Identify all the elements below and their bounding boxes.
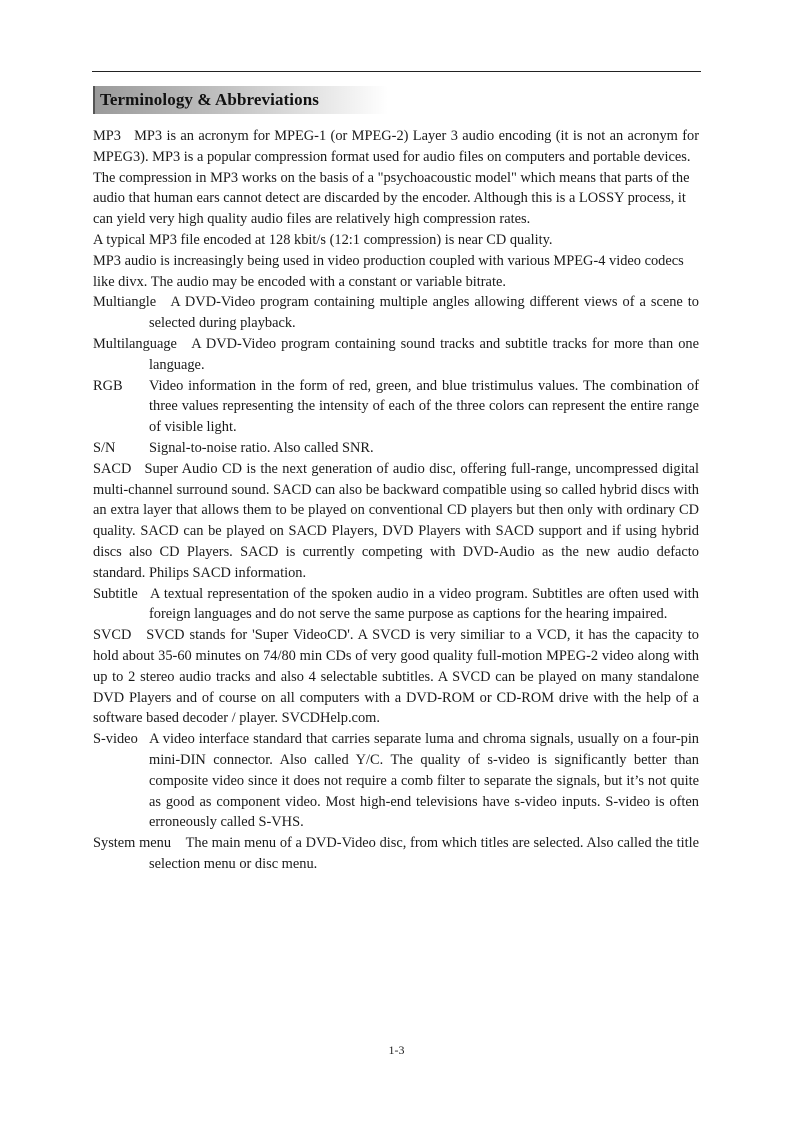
definition-mp3-1: MP3 is an acronym for MPEG-1 (or MPEG-2) Layer 3 audio encoding (it is not an acronym for MPEG3). MP3 is a popular compression format used for audio files on computers and portable devices. [93,128,699,165]
definition-svideo: A video interface standard that carries separate luma and chroma signals, usually on a four-pin mini-DIN connector. Also called Y/C. The quality of s-video is significantly better than composite video since it does not require a comb filter to separate the signals, but it’s not quite as good as component video. Most high-end televisions have s-video inputs. S-video is often erroneously called S-VHS. [149,731,700,831]
term-svcd: SVCD [93,627,132,644]
definition-rgb: Video information in the form of red, green, and blue tristimulus values. The combination of three values representing the intensity of each of the three colors can represent the entire range of visible light. [149,377,699,436]
definition-system-menu: The main menu of a DVD-Video disc, from which titles are selected. Also called the title selection menu or disc menu. [149,835,699,872]
definition-subtitle: A textual representation of the spoken audio in a video program. Subtitles are often used with foreign languages and do not serve the same purpose as captions for the hearing impaired. [149,585,699,623]
entry-sn [93,438,699,459]
term-subtitle: Subtitle [93,585,138,602]
term-mp3: MP3 [93,128,121,144]
term-multilanguage: Multilanguage [93,335,177,352]
definition-multiangle: A DVD-Video program containing multiple angles allowing different views of a scene to selected during playback. [149,294,699,332]
entry-multilanguage [93,334,699,376]
entry-sacd [93,459,699,584]
entry-svcd [93,625,699,729]
page-number: 1-3 [388,1043,405,1057]
glossary-body [93,126,699,875]
definition-svcd: SVCD stands for 'Super VideoCD'. A SVCD is very similiar to a VCD, it has the capacity to hold about 35-60 minutes on 74/80 min CDs of very good quality full-motion MPEG-2 video along with up to 2 stereo audio tracks and also 4 selectable subtitles. A SVCD can be played on many standalone DVD Players and of course on all computers with a DVD-ROM or CD-ROM drive with the help of a software based decoder / player. SVCDHelp.com. [93,627,700,727]
section-header [93,86,388,114]
section-title: Terminology & Abbreviations [100,90,320,109]
term-multiangle: Multiangle [93,294,157,311]
definition-sacd: Super Audio CD is the next generation of audio disc, offering full-range, uncompressed digital multi-channel surround sound. SACD can also be backward compatible using so called hybrid discs with an extra layer that allows them to be played on conventional CD players but then only with ordinary CD quality. SACD can be played on SACD Players, DVD Players with SACD support and if using hybrid discs also CD Players. SACD is currently competing with DVD-Audio as the new audio defacto standard. Philips SACD information. [93,460,699,581]
term-sn: S/N [93,439,116,456]
definition-multilanguage: A DVD-Video program containing sound tracks and subtitle tracks for more than one language. [149,335,699,373]
entry-subtitle [93,584,699,626]
entry-rgb [93,376,699,438]
entry-multiangle [93,292,699,334]
definition-mp3-3: A typical MP3 file encoded at 128 kbit/s (12:1 compression) is near CD quality. [93,231,553,248]
term-system-menu: System menu [93,835,172,852]
definition-mp3-2: The compression in MP3 works on the basis of a "psychoacoustic model" which means that parts of the audio that human ears cannot detect are discarded by the encoder. Although this is a LOSSY process, it can yield very high quality audio files are relatively high compression rates. [93,169,690,228]
term-rgb: RGB [93,377,123,394]
definition-sn: Signal-to-noise ratio. Also called SNR. [149,439,374,456]
top-rule [92,71,701,72]
term-svideo: S-video [93,731,138,748]
term-sacd: SACD [93,460,132,477]
definition-mp3-4: MP3 audio is increasingly being used in video production coupled with various MPEG-4 video codecs like divx. The audio may be encoded with a constant or variable bitrate. [93,252,684,290]
entry-system-menu [93,833,699,875]
entry-mp3 [93,126,699,168]
entry-svideo [93,729,699,833]
